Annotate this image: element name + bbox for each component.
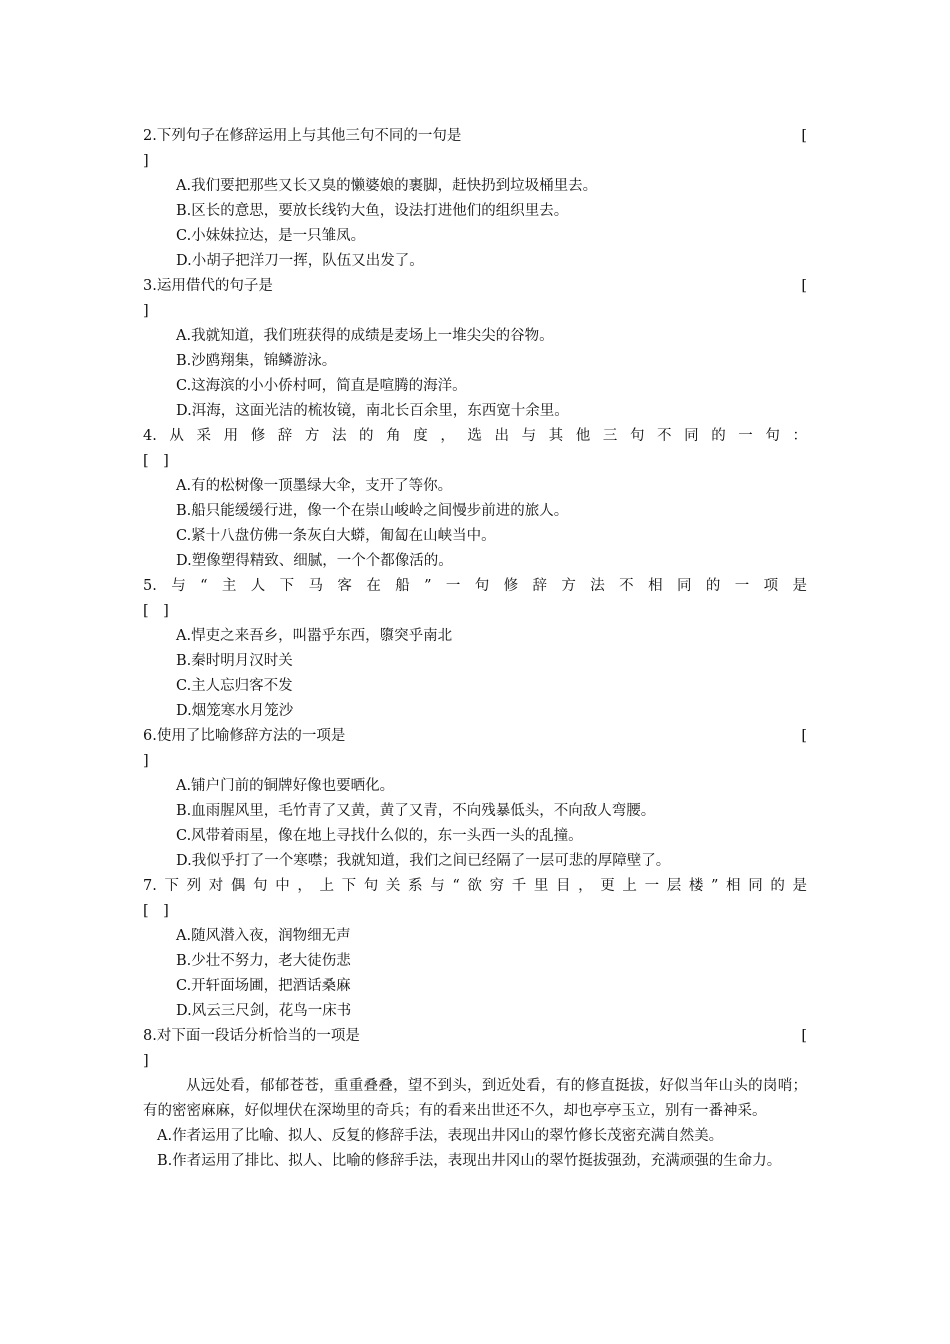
question-stem: 3.运用借代的句子是 — [143, 278, 273, 294]
option-c: C.主人忘归客不发 — [176, 678, 293, 694]
question-2 — [143, 124, 807, 274]
option-a: A.铺户门前的铜牌好像也要晒化。 — [176, 778, 395, 794]
option-b: B.少壮不努力，老大徒伤悲 — [176, 953, 351, 969]
option-b: B.作者运用了排比、拟人、比喻的修辞手法，表现出井冈山的翠竹挺拔强劲，充满顽强的生命力。 — [157, 1153, 782, 1169]
option-a: A.有的松树像一顶墨绿大伞，支开了等你。 — [176, 478, 453, 494]
reading-passage: 从远处看，郁郁苍苍，重重叠叠，望不到头，到近处看，有的修直挺拔，好似当年山头的岗哨；有的密密麻麻，好似埋伏在深坳里的奇兵；有的看来出世还不久，却也亭亭玉立，别有一番神采。 — [143, 1078, 807, 1119]
option-a: A.我们要把那些又长又臭的懒婆娘的裹脚，赶快扔到垃圾桶里去。 — [176, 178, 598, 194]
option-d: D.我似乎打了一个寒噤；我就知道，我们之间已经隔了一层可悲的厚障壁了。 — [176, 853, 671, 869]
option-c: C.紧十八盘仿佛一条灰白大蟒，匍匐在山峡当中。 — [176, 528, 496, 544]
question-stem-row — [143, 874, 807, 899]
option-c: C.开轩面场圃，把酒话桑麻 — [176, 978, 351, 994]
option-c: C.小妹妹拉达，是一只雏凤。 — [176, 228, 366, 244]
answer-bracket-close: ] — [143, 153, 149, 169]
option-b: B.秦时明月汉时关 — [176, 653, 293, 669]
answer-bracket-open: [ — [801, 278, 807, 294]
option-d: D.小胡子把洋刀一挥，队伍又出发了。 — [176, 253, 424, 269]
question-stem-row — [143, 424, 807, 449]
question-4 — [143, 424, 807, 574]
answer-bracket: [ ] — [143, 903, 169, 919]
option-d: D.洱海，这面光洁的梳妆镜，南北长百余里，东西宽十余里。 — [176, 403, 569, 419]
option-d: D.塑像塑得精致、细腻，一个个都像活的。 — [176, 553, 453, 569]
question-stem: 5.与“主人下马客在船”一句修辞方法不相同的一项是 — [143, 578, 807, 594]
question-stem-row — [143, 1024, 807, 1049]
question-stem: 6.使用了比喻修辞方法的一项是 — [143, 728, 346, 744]
question-stem-row — [143, 724, 807, 749]
question-stem-row — [143, 124, 807, 149]
option-b: B.沙鸥翔集，锦鳞游泳。 — [176, 353, 337, 369]
option-c: C.这海滨的小小侨村呵，简直是喧腾的海洋。 — [176, 378, 467, 394]
exam-page — [143, 124, 807, 1174]
question-stem-row — [143, 274, 807, 299]
answer-bracket-close: ] — [143, 753, 149, 769]
option-c: C.风带着雨星，像在地上寻找什么似的，东一头西一头的乱撞。 — [176, 828, 583, 844]
answer-bracket-close: ] — [143, 1053, 149, 1069]
option-d: D.烟笼寒水月笼沙 — [176, 703, 294, 719]
answer-bracket-close: ] — [143, 303, 149, 319]
question-stem: 4.从采用修辞方法的角度，选出与其他三句不同的一句： — [143, 428, 807, 444]
question-stem: 7.下列对偶句中，上下句关系与“欲穷千里目，更上一层楼”相同的是 — [143, 878, 807, 894]
answer-bracket-open: [ — [801, 128, 807, 144]
question-stem: 8.对下面一段话分析恰当的一项是 — [143, 1028, 360, 1044]
question-7 — [143, 874, 807, 1024]
option-a: A.随风潜入夜，润物细无声 — [176, 928, 351, 944]
question-6 — [143, 724, 807, 874]
option-a: A.悍吏之来吾乡，叫嚣乎东西，隳突乎南北 — [176, 628, 453, 644]
option-b: B.船只能缓缓行进，像一个在崇山峻岭之间慢步前进的旅人。 — [176, 503, 569, 519]
option-d: D.风云三尺剑，花鸟一床书 — [176, 1003, 352, 1019]
answer-bracket-open: [ — [801, 728, 807, 744]
question-8 — [143, 1024, 807, 1174]
option-b: B.血雨腥风里，毛竹青了又黄，黄了又青，不向残暴低头，不向敌人弯腰。 — [176, 803, 656, 819]
question-stem-row — [143, 574, 807, 599]
answer-bracket: [ ] — [143, 453, 169, 469]
option-b: B.区长的意思，要放长线钓大鱼，设法打进他们的组织里去。 — [176, 203, 569, 219]
option-a: A.我就知道，我们班获得的成绩是麦场上一堆尖尖的谷物。 — [176, 328, 554, 344]
answer-bracket: [ ] — [143, 603, 169, 619]
question-5 — [143, 574, 807, 724]
option-a: A.作者运用了比喻、拟人、反复的修辞手法，表现出井冈山的翠竹修长茂密充满自然美。 — [157, 1128, 724, 1144]
answer-bracket-open: [ — [801, 1028, 807, 1044]
question-stem: 2.下列句子在修辞运用上与其他三句不同的一句是 — [143, 128, 462, 144]
question-3 — [143, 274, 807, 424]
